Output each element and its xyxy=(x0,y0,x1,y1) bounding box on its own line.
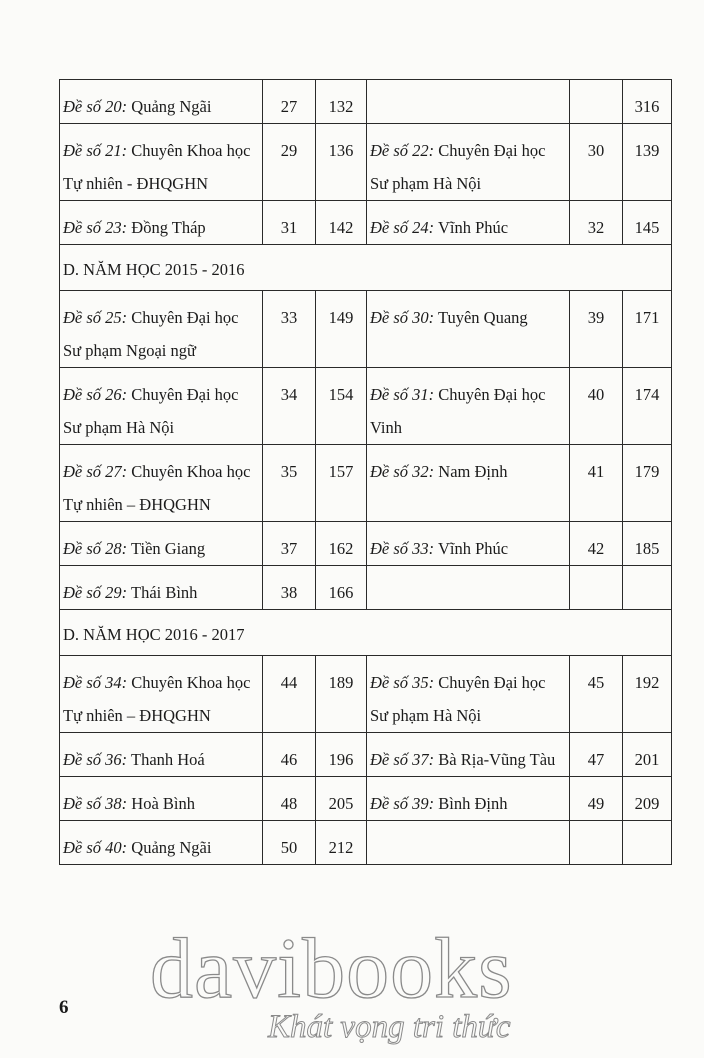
toc-row xyxy=(60,80,672,124)
answer-page-number: 166 xyxy=(316,566,367,610)
exam-name: Thái Bình xyxy=(130,583,198,602)
answer-page-number: 132 xyxy=(316,80,367,124)
exam-title-cell xyxy=(367,656,570,733)
question-page-number: 30 xyxy=(570,124,623,201)
answer-page-number: 157 xyxy=(316,445,367,522)
question-page-number: 44 xyxy=(263,656,316,733)
answer-page-number: 212 xyxy=(316,821,367,865)
exam-title-cell xyxy=(60,522,263,566)
answer-page-number: 201 xyxy=(623,733,672,777)
contents-table xyxy=(59,79,672,865)
exam-number-label: Đề số 39: xyxy=(370,794,435,813)
exam-number-label: Đề số 40: xyxy=(63,838,128,857)
question-page-number: 37 xyxy=(263,522,316,566)
answer-page-number: 139 xyxy=(623,124,672,201)
question-page-number xyxy=(570,566,623,610)
question-page-number: 39 xyxy=(570,291,623,368)
page-number: 6 xyxy=(59,997,69,1018)
toc-row xyxy=(60,733,672,777)
exam-title-cell xyxy=(367,445,570,522)
toc-row xyxy=(60,566,672,610)
question-page-number: 49 xyxy=(570,777,623,821)
exam-title-cell xyxy=(60,124,263,201)
exam-number-label: Đề số 20: xyxy=(63,97,128,116)
exam-name: Thanh Hoá xyxy=(130,750,205,769)
exam-title-cell xyxy=(60,80,263,124)
exam-name: Chuyên Khoa học Tự nhiên – ĐHQGHN xyxy=(63,462,251,514)
exam-number-label: Đề số 23: xyxy=(63,218,128,237)
toc-row xyxy=(60,445,672,522)
exam-number-label: Đề số 31: xyxy=(370,385,435,404)
question-page-number: 31 xyxy=(263,201,316,245)
exam-name: Chuyên Khoa học Tự nhiên – ĐHQGHN xyxy=(63,673,251,725)
question-page-number: 35 xyxy=(263,445,316,522)
exam-name: Chuyên Đại học Sư phạm Hà Nội xyxy=(63,385,239,437)
exam-title-cell xyxy=(60,821,263,865)
answer-page-number: 316 xyxy=(623,80,672,124)
exam-number-label: Đề số 30: xyxy=(370,308,435,327)
publisher-tagline: Khát vọng tri thức xyxy=(268,1009,511,1045)
toc-row xyxy=(60,291,672,368)
exam-name: Vĩnh Phúc xyxy=(437,218,509,237)
toc-row xyxy=(60,368,672,445)
exam-number-label: Đề số 25: xyxy=(63,308,128,327)
exam-title-cell xyxy=(60,291,263,368)
question-page-number: 40 xyxy=(570,368,623,445)
question-page-number: 38 xyxy=(263,566,316,610)
exam-name: Bà Rịa-Vũng Tàu xyxy=(438,750,556,769)
exam-name: Chuyên Đại học Sư phạm Hà Nội xyxy=(370,673,546,725)
exam-name: Bình Định xyxy=(438,794,508,813)
exam-title-cell xyxy=(367,777,570,821)
exam-title-cell xyxy=(367,566,570,610)
exam-title-cell xyxy=(60,201,263,245)
exam-title-cell xyxy=(367,201,570,245)
answer-page-number xyxy=(623,566,672,610)
exam-number-label: Đề số 22: xyxy=(370,141,435,160)
answer-page-number: 209 xyxy=(623,777,672,821)
answer-page-number: 171 xyxy=(623,291,672,368)
toc-row xyxy=(60,656,672,733)
question-page-number: 34 xyxy=(263,368,316,445)
publisher-watermark: davibooks xyxy=(150,920,513,1016)
section-title: D. NĂM HỌC 2016 - 2017 xyxy=(60,610,672,656)
exam-number-label: Đề số 32: xyxy=(370,462,435,481)
answer-page-number: 154 xyxy=(316,368,367,445)
exam-title-cell xyxy=(367,368,570,445)
toc-row xyxy=(60,522,672,566)
answer-page-number: 145 xyxy=(623,201,672,245)
exam-name: Quảng Ngãi xyxy=(131,838,212,857)
exam-title-cell xyxy=(60,733,263,777)
answer-page-number: 192 xyxy=(623,656,672,733)
exam-number-label: Đề số 37: xyxy=(370,750,435,769)
exam-title-cell xyxy=(367,80,570,124)
question-page-number: 41 xyxy=(570,445,623,522)
exam-number-label: Đề số 35: xyxy=(370,673,435,692)
question-page-number: 27 xyxy=(263,80,316,124)
answer-page-number: 185 xyxy=(623,522,672,566)
exam-name: Chuyên Khoa học Tự nhiên - ĐHQGHN xyxy=(63,141,251,193)
answer-page-number: 142 xyxy=(316,201,367,245)
answer-page-number: 196 xyxy=(316,733,367,777)
section-title: D. NĂM HỌC 2015 - 2016 xyxy=(60,245,672,291)
answer-page-number: 174 xyxy=(623,368,672,445)
exam-name: Chuyên Đại học Vinh xyxy=(370,385,546,437)
exam-number-label: Đề số 21: xyxy=(63,141,128,160)
exam-title-cell xyxy=(60,566,263,610)
exam-name: Hoà Bình xyxy=(131,794,195,813)
exam-name: Nam Định xyxy=(438,462,508,481)
exam-number-label: Đề số 36: xyxy=(63,750,128,769)
answer-page-number: 179 xyxy=(623,445,672,522)
exam-number-label: Đề số 38: xyxy=(63,794,128,813)
question-page-number xyxy=(570,821,623,865)
exam-number-label: Đề số 27: xyxy=(63,462,128,481)
section-row xyxy=(60,245,672,291)
answer-page-number: 189 xyxy=(316,656,367,733)
answer-page-number: 136 xyxy=(316,124,367,201)
exam-title-cell xyxy=(367,124,570,201)
question-page-number: 48 xyxy=(263,777,316,821)
question-page-number: 50 xyxy=(263,821,316,865)
exam-title-cell xyxy=(60,445,263,522)
exam-number-label: Đề số 26: xyxy=(63,385,128,404)
exam-name: Tuyên Quang xyxy=(437,308,528,327)
exam-number-label: Đề số 33: xyxy=(370,539,435,558)
exam-name: Quảng Ngãi xyxy=(131,97,212,116)
question-page-number: 42 xyxy=(570,522,623,566)
exam-name: Tiền Giang xyxy=(130,539,206,558)
exam-title-cell xyxy=(367,733,570,777)
exam-name: Chuyên Đại học Sư phạm Hà Nội xyxy=(370,141,546,193)
exam-number-label: Đề số 34: xyxy=(63,673,128,692)
exam-name: Vĩnh Phúc xyxy=(437,539,509,558)
exam-title-cell xyxy=(367,291,570,368)
exam-title-cell xyxy=(60,777,263,821)
toc-row xyxy=(60,124,672,201)
exam-title-cell xyxy=(60,656,263,733)
exam-name: Chuyên Đại học Sư phạm Ngoại ngữ xyxy=(63,308,239,360)
question-page-number: 33 xyxy=(263,291,316,368)
toc-row xyxy=(60,201,672,245)
section-row xyxy=(60,610,672,656)
exam-number-label: Đề số 29: xyxy=(63,583,128,602)
answer-page-number: 205 xyxy=(316,777,367,821)
answer-page-number: 162 xyxy=(316,522,367,566)
question-page-number: 47 xyxy=(570,733,623,777)
toc-row xyxy=(60,821,672,865)
exam-number-label: Đề số 28: xyxy=(63,539,128,558)
toc-row xyxy=(60,777,672,821)
exam-title-cell xyxy=(367,522,570,566)
exam-title-cell xyxy=(60,368,263,445)
answer-page-number xyxy=(623,821,672,865)
exam-name: Đồng Tháp xyxy=(131,218,206,237)
answer-page-number: 149 xyxy=(316,291,367,368)
question-page-number xyxy=(570,80,623,124)
exam-number-label: Đề số 24: xyxy=(370,218,435,237)
question-page-number: 45 xyxy=(570,656,623,733)
question-page-number: 32 xyxy=(570,201,623,245)
question-page-number: 46 xyxy=(263,733,316,777)
question-page-number: 29 xyxy=(263,124,316,201)
exam-title-cell xyxy=(367,821,570,865)
